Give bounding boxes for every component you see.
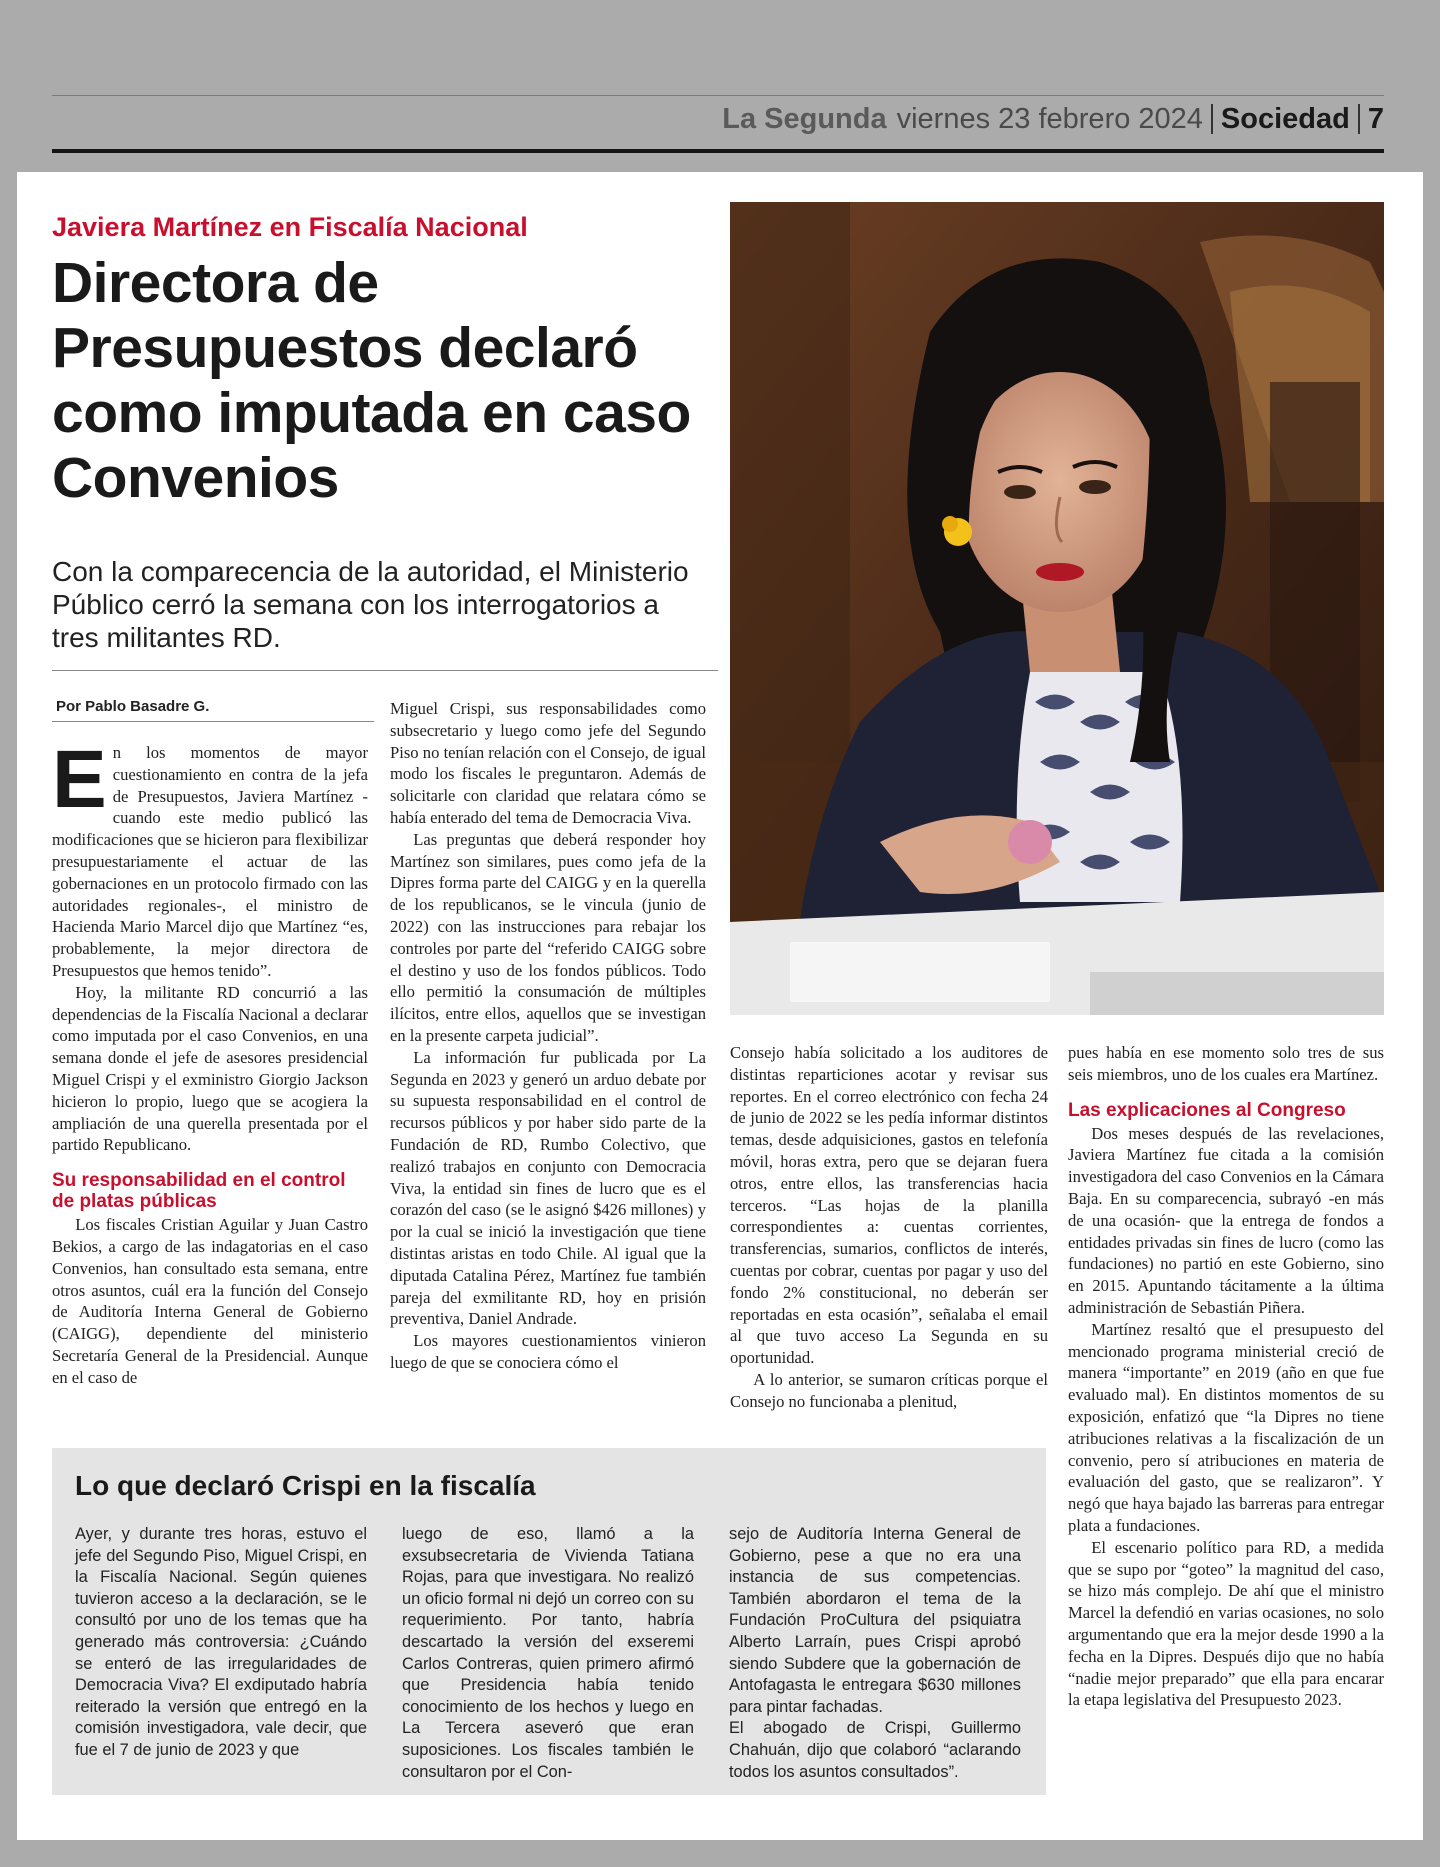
sidebar-title: Lo que declaró Crispi en la fiscalía	[75, 1470, 536, 1501]
masthead-separator	[1358, 104, 1360, 134]
sidebar-column-1: Ayer, y durante tres horas, estuvo el jefe del Segundo Piso, Miguel Crispi, en la Fiscalía Nacional. Según quienes tuvieron acceso a la declaración, se le consultó por uno de los temas que ha generado más controversia: ¿Cuándo se enteró de las irregularidades de Democracia Viva? El exdiputado habría reiterado la versión que entregó en la comisión investigadora, vale decir, que fue el 7 de junio de 2023 y que	[75, 1525, 367, 1759]
paragraph: pues había en ese momento solo tres de sus seis miembros, uno de los cuales era Martínez.	[1068, 1043, 1384, 1084]
article-photo	[730, 202, 1384, 1015]
subheading: Las explicaciones al Congreso	[1068, 1099, 1346, 1121]
paragraph: Martínez resaltó que el presupuesto del mencionado programa ministerial creció de manera “importante” en 2019 (año en que fue evaluado mal). En distintos momentos de su exposición, enfatizó que “la Dipres no tiene atribuciones relativas a la fiscalización de un convenio, pero sí atribuciones en materia de evaluación del gasto, que se realizaron”. Y negó que haya bajado las barreras para entregar plata a fundaciones.	[1068, 1319, 1384, 1535]
sidebar-box	[52, 1448, 1046, 1795]
header-rule-top	[52, 95, 1384, 96]
article-column-3	[730, 1042, 1048, 1413]
subheading: Su responsabilidad en el control de platas públicas	[52, 1170, 346, 1213]
drop-cap: E	[52, 734, 107, 825]
paragraph: El escenario político para RD, a medida que se supo por “goteo” la magnitud del caso, se hizo más complejo. De ahí que el ministro Marcel la defendió en varias ocasiones, no solo argumentando que era la mejor desde 1990 a la fecha en la Dipres. Después dijo que no había “nadie mejor preparado” que ella para encarar la etapa legislativa del Presupuesto 2023.	[1068, 1537, 1384, 1710]
photo-illustration	[730, 202, 1384, 1015]
paragraph: Los fiscales Cristian Aguilar y Juan Castro Bekios, a cargo de las indagatorias en el caso Convenios, han consultado esta semana, entre otros asuntos, cuál era la función del Consejo de Auditoría Interna General de Gobierno (CAIGG), dependiente del ministerio Secretaría General de la Presidencial. Aunque en el caso de	[52, 1215, 368, 1387]
masthead-date: viernes 23 febrero 2024	[896, 102, 1203, 135]
header-rule-bottom	[52, 149, 1384, 153]
masthead-paper-name: La Segunda	[722, 102, 887, 135]
masthead-page-number: 7	[1367, 102, 1384, 135]
masthead-separator	[1211, 104, 1213, 134]
paragraph: A lo anterior, se sumaron críticas porque el Consejo no funcionaba a plenitud,	[730, 1369, 1048, 1411]
paragraph: Dos meses después de las revelaciones, Javiera Martínez fue citada a la comisión investigadora del caso Convenios en la Cámara Baja. En su comparecencia, subrayó -en más de una ocasión- que la entrega de fondos a entidades privadas sin fines de lucro (como las fundaciones) no partió en este Gobierno, sino en 2015. Apuntando tácitamente a la última administración de Sebastián Piñera.	[1068, 1123, 1384, 1317]
masthead	[722, 98, 1384, 140]
sidebar-paragraph: El abogado de Crispi, Guillermo Chahuán, dijo que colaboró “aclarando todos los asuntos consultados”.	[729, 1719, 1021, 1781]
article-deck: Con la comparecencia de la autoridad, el Ministerio Público cerró la semana con los interrogatorios a tres militantes RD.	[52, 556, 689, 653]
paragraph: Las preguntas que deberá responder hoy Martínez son similares, pues como jefa de la Dipres forma parte del CAIGG y en la querella de los republicanos, se le vincula (junio de 2022) con las instrucciones para rebajar los controles por parte del “referido CAIGG sobre el destino y uso de los fondos públicos. Todo ello permitió la consumación de múltiples ilícitos, entre ellos, aquellos que se investigan en la presente carpeta judicial”.	[390, 829, 706, 1045]
paragraph: n los momentos de mayor cuestionamiento en contra de la jefa de Presupuestos, Javiera Martínez -cuando este medio publicó las modificaciones que se hicieron para flexibilizar presupuestariamente el actuar de las gobernaciones en un protocolo firmado con las autoridades regionales-, el ministro de Hacienda Mario Marcel dijo que Martínez “es, probablemente, la mejor directora de Presupuestos que hemos tenido”.	[52, 743, 368, 980]
paragraph: Miguel Crispi, sus responsabilidades como subsecretario y luego como jefe del Segundo Piso no tenían relación con el Consejo, de igual modo los fiscales le preguntaron. Además de solicitarle con claridad que relatara cómo se había enterado del tema de Democracia Viva.	[390, 699, 706, 827]
paragraph: Hoy, la militante RD concurrió a las dependencias de la Fiscalía Nacional a declarar como imputada por el caso Convenios, en una semana donde el jefe de asesores presidencial Miguel Crispi y el exministro Giorgio Jackson hicieron lo propio, luego que se acogiera la ampliación de una querella presentada por el partido Republicano.	[52, 982, 368, 1155]
article-column-2	[390, 698, 706, 1374]
sidebar-paragraph: sejo de Auditoría Interna General de Gobierno, pese a que no era una instancia de sus competencias. También abordaron el tema de la Fundación ProCultura del psiquiatra Alberto Larraín, pues Crispi aprobó siendo Subdere que la gobernación de Antofagasta le entregara $630 millones para pintar fachadas.	[729, 1525, 1021, 1716]
article-column-4	[1068, 1042, 1384, 1711]
sidebar-column-2: luego de eso, llamó a la exsubsecretaria de Vivienda Tatiana Rojas, para que investigara. No realizó un oficio formal ni dejó un correo con su requerimiento. Por tanto, habría descartado la versión del exseremi Carlos Contreras, quien primero afirmó que Presidencia había tenido conocimiento de los hechos y luego en La Tercera aseveró que eran suposiciones. Los fiscales también le consultaron por el Con-	[402, 1525, 694, 1781]
masthead-section: Sociedad	[1220, 102, 1350, 135]
deck-divider	[52, 670, 718, 671]
paragraph: La información fur publicada por La Segunda en 2023 y generó un arduo debate por su supuesta responsabilidad en el control de recursos públicos y por haber sido parte de la Fundación de RD, Rumbo Colectivo, que realizó trabajos en conjunto con Democracia Viva, la entidad sin fines de lucro que es el corazón del caso (se le asignó $426 millones) y por la cual se inició la investigación que tiene distintas aristas en todo Chile. Al igual que la diputada Catalina Pérez, Martínez fue también pareja del exmilitante RD, hoy en prisión preventiva, Daniel Andrade.	[390, 1047, 706, 1329]
sidebar-column-3	[729, 1524, 1021, 1783]
article-headline: Directora de Presupuestos declaró como imputada en caso Convenios	[52, 251, 691, 510]
byline-divider	[52, 721, 374, 722]
paragraph: Los mayores cuestionamientos vinieron luego de que se conociera cómo el	[390, 1331, 706, 1372]
article-column-1	[52, 734, 368, 1389]
article-kicker: Javiera Martínez en Fiscalía Nacional	[52, 212, 528, 242]
paragraph: Consejo había solicitado a los auditores de distintas reparticiones acotar y revisar sus reportes. En el correo electrónico con fecha 24 de junio de 2022 se les pedía informar distintos temas, desde adquisiciones, gastos en telefonía móvil, horas extra, pero que se dejaran fuera otros, entre ellos, las transferencias hacia terceros. “Las hojas de la planilla correspondientes a: cuentas corrientes, transferencias, sumarios, conflictos de interés, cuentas por cobrar, cuentas por pagar y uso del fondo 2% constitucional, no deberán ser reportadas en esta ocasión”, señalaba el email al que tuvo acceso La Segunda en su oportunidad.	[730, 1043, 1048, 1368]
article-byline: Por Pablo Basadre G.	[56, 698, 210, 715]
